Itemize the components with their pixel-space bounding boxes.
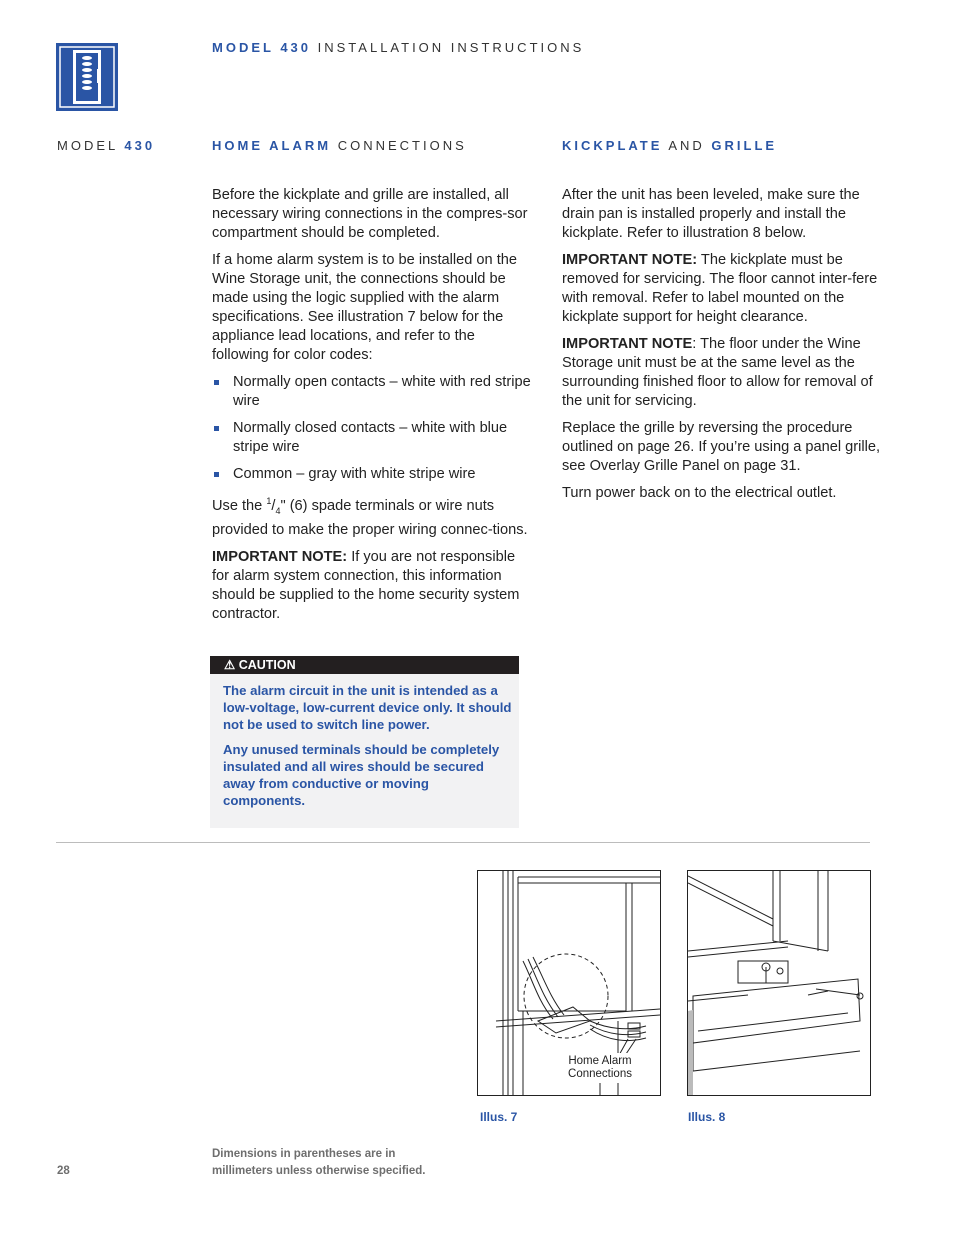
illus8-caption: Illus. 8: [688, 1110, 726, 1124]
home-alarm-para2: If a home alarm system is to be installed on the Wine Storage unit, the connections should be made using the logic supplied with the alarm specifications. See illustration 7 below for the appliance lead locations, and refer to the following for color codes:: [212, 252, 517, 363]
warning-triangle-icon: ⚠: [224, 658, 236, 672]
illus7-caption: Illus. 7: [480, 1110, 518, 1124]
illus7-label: Home Alarm Connections: [568, 1055, 632, 1080]
bullet-square-icon: [214, 426, 219, 431]
kickplate-para1: After the unit has been leveled, make sure the drain pan is installed properly and install the kickplate. Refer to illustration 8 below.: [562, 187, 860, 241]
caution-bar: [210, 656, 519, 674]
page-header-title: [212, 40, 584, 55]
kickplate-para2: Replace the grille by reversing the procedure outlined on page 26. If you’re using a panel grille, see Overlay Grille Panel on page 31.: [562, 420, 881, 474]
kickplate-heading-and: AND: [668, 138, 705, 153]
kickplate-heading-strong1: KICKPLATE: [562, 138, 663, 153]
kickplate-important-note-1: IMPORTANT NOTE: The kickplate must be removed for servicing. The floor cannot inter-fere with removal. Refer to label mounted on the kickplate support for height clearance.: [562, 252, 878, 325]
header-model-strong: MODEL 430: [212, 40, 312, 55]
home-alarm-para1: Before the kickplate and grille are installed, all necessary wiring connections in the compres-sor compartment should be completed.: [212, 187, 528, 241]
kickplate-para3: Turn power back on to the electrical outlet.: [562, 485, 837, 501]
sidebar-model-label: [57, 138, 155, 153]
caution-para2: Any unused terminals should be completely insulated and all wires should be secured away from conductive or moving components.: [223, 742, 500, 808]
home-alarm-heading-strong: HOME ALARM: [212, 138, 332, 153]
home-alarm-heading-rest: CONNECTIONS: [337, 138, 467, 153]
list-item: Normally open contacts – white with red stripe wire: [212, 373, 532, 411]
home-alarm-important-note: IMPORTANT NOTE: If you are not responsible for alarm system connection, this information should be supplied to the home security system contractor.: [212, 548, 520, 622]
caution-box: [210, 656, 519, 828]
kickplate-important-note-2: IMPORTANT NOTE: The floor under the Wine Storage unit must be at the same level as the surrounding finished floor to allow for removal of the unit for servicing.: [562, 336, 873, 409]
list-item: Normally closed contacts – white with blue stripe wire: [212, 419, 532, 457]
brand-logo-icon: [56, 43, 118, 111]
section-divider: [56, 842, 870, 843]
bullet-square-icon: [214, 380, 219, 385]
home-alarm-heading: [212, 138, 467, 153]
page-number: 28: [57, 1165, 70, 1177]
sidebar-model-number: 430: [124, 138, 156, 153]
home-alarm-para3: Use the $^1/_4$" (6) spade terminals or wire nuts provided to make the proper wiring connec-tions.: [212, 496, 528, 538]
header-title-rest: INSTALLATION INSTRUCTIONS: [317, 40, 585, 55]
kickplate-heading: [562, 138, 777, 153]
home-alarm-body: [212, 186, 532, 632]
illustration-7: [477, 870, 661, 1096]
sidebar-model-word: MODEL: [57, 138, 118, 153]
list-item: Common – gray with white stripe wire: [212, 465, 532, 484]
kickplate-heading-strong2: GRILLE: [711, 138, 778, 153]
footer-note: Dimensions in parentheses are in millimeters unless otherwise specified.: [212, 1148, 426, 1177]
illustration-8: [687, 870, 871, 1096]
caution-label: CAUTION: [238, 658, 296, 672]
bullet-square-icon: [214, 472, 219, 477]
caution-para1: The alarm circuit in the unit is intended as a low-voltage, low-current device only. It should not be used to switch line power.: [223, 683, 512, 732]
caution-text: [210, 674, 519, 809]
kickplate-drawing-icon: [688, 871, 870, 1095]
kickplate-body: [562, 186, 884, 511]
color-code-list: [212, 373, 532, 484]
